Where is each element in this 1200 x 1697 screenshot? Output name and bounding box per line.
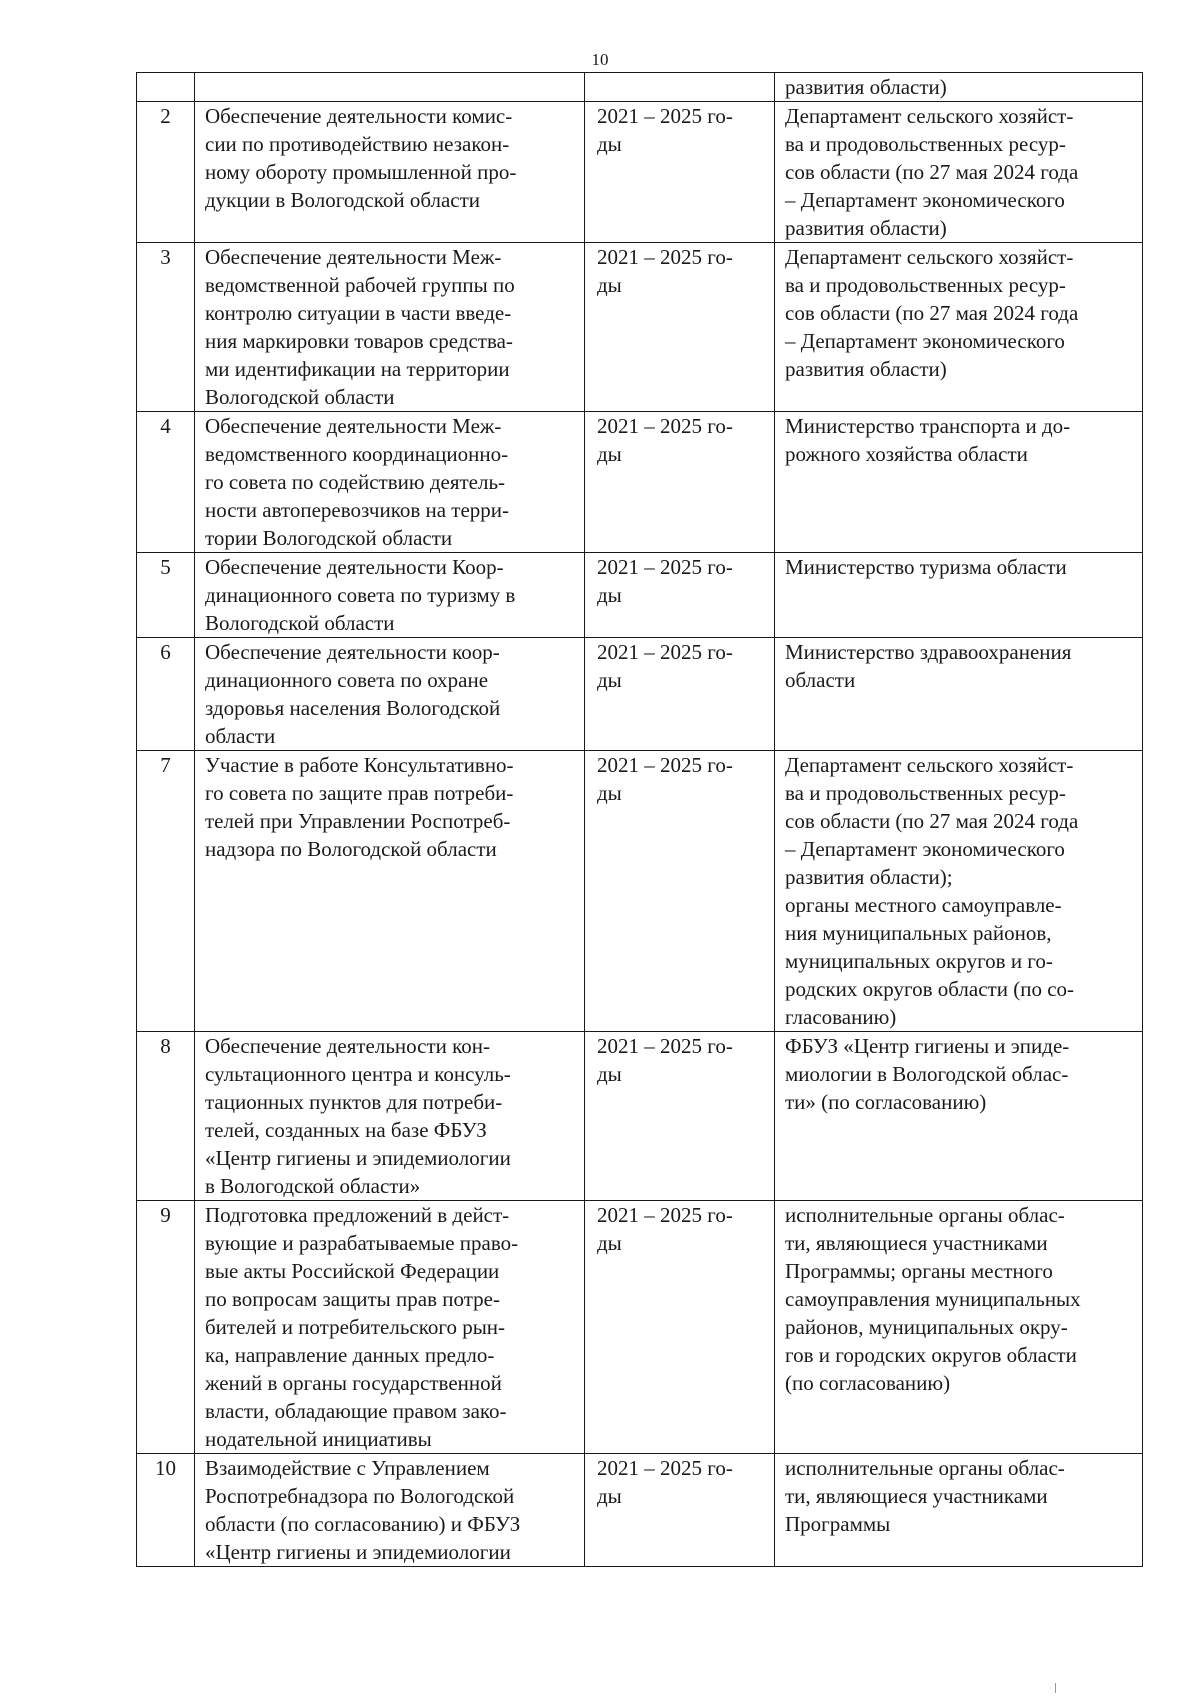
row-number-cell: 9: [137, 1201, 195, 1454]
executor-cell: исполнительные органы облас- ти, являющиеся участниками Программы; органы местного самоуправления муниципальных районов, муниципальных окру- гов и городских округов области (по согласованию): [775, 1201, 1143, 1454]
row-number-cell: 6: [137, 638, 195, 751]
executor-cell: Департамент сельского хозяйст- ва и продовольственных ресур- сов области (по 27 мая 2024 года – Департамент экономического развития области); органы местного самоуправле- ния муниципальных районов, муниципальных округов и го- родских округов области (по со- гласованию): [775, 751, 1143, 1032]
activity-cell: Взаимодействие с Управлением Роспотребнадзора по Вологодской области (по согласованию) и ФБУЗ «Центр гигиены и эпидемиологии: [195, 1454, 585, 1567]
table-row: [137, 412, 1143, 553]
period-cell: 2021 – 2025 го- ды: [585, 1201, 775, 1454]
activity-cell: [195, 73, 585, 102]
activity-cell: Обеспечение деятельности Меж- ведомственного координационно- го совета по содействию деятель- ности автоперевозчиков на терри- тории Вологодской области: [195, 412, 585, 553]
period-cell: 2021 – 2025 го- ды: [585, 412, 775, 553]
executor-cell: развития области): [775, 73, 1143, 102]
executor-cell: Министерство туризма области: [775, 553, 1143, 638]
period-cell: 2021 – 2025 го- ды: [585, 751, 775, 1032]
executor-cell: Министерство здравоохранения области: [775, 638, 1143, 751]
period-cell: 2021 – 2025 го- ды: [585, 102, 775, 243]
table-row: [137, 751, 1143, 1032]
period-cell: 2021 – 2025 го- ды: [585, 638, 775, 751]
scan-artifact: [1055, 1683, 1176, 1693]
table-row: [137, 73, 1143, 102]
table-row: [137, 243, 1143, 412]
executor-cell: Департамент сельского хозяйст- ва и продовольственных ресур- сов области (по 27 мая 2024 года – Департамент экономического развития области): [775, 102, 1143, 243]
activity-cell: Обеспечение деятельности кон- сультационного центра и консуль- тационных пунктов для потреби- телей, созданных на базе ФБУЗ «Центр гигиены и эпидемиологии в Вологодской области»: [195, 1032, 585, 1201]
period-cell: 2021 – 2025 го- ды: [585, 243, 775, 412]
table-row: [137, 1454, 1143, 1567]
activity-cell: Обеспечение деятельности коор- динационного совета по охране здоровья населения Вологодской области: [195, 638, 585, 751]
table-row: [137, 1201, 1143, 1454]
executor-cell: Департамент сельского хозяйст- ва и продовольственных ресур- сов области (по 27 мая 2024 года – Департамент экономического развития области): [775, 243, 1143, 412]
period-cell: 2021 – 2025 го- ды: [585, 553, 775, 638]
row-number-cell: 3: [137, 243, 195, 412]
table-row: [137, 638, 1143, 751]
activity-cell: Подготовка предложений в дейст- вующие и разрабатываемые право- вые акты Российской Федерации по вопросам защиты прав потре- бителей и потребительского рын- ка, направление данных предло- жений в органы государственной власти, обладающие правом зако- нодательной инициативы: [195, 1201, 585, 1454]
row-number-cell: 2: [137, 102, 195, 243]
activity-cell: Обеспечение деятельности Меж- ведомственной рабочей группы по контролю ситуации в части введе- ния маркировки товаров средства- ми идентификации на территории Вологодской области: [195, 243, 585, 412]
activity-cell: Участие в работе Консультативно- го совета по защите прав потреби- телей при Управлении Роспотреб- надзора по Вологодской области: [195, 751, 585, 1032]
table-row: [137, 553, 1143, 638]
period-cell: 2021 – 2025 го- ды: [585, 1032, 775, 1201]
executor-cell: исполнительные органы облас- ти, являющиеся участниками Программы: [775, 1454, 1143, 1567]
period-cell: 2021 – 2025 го- ды: [585, 1454, 775, 1567]
period-cell: [585, 73, 775, 102]
row-number-cell: 10: [137, 1454, 195, 1567]
table-row: [137, 1032, 1143, 1201]
row-number-cell: 8: [137, 1032, 195, 1201]
activity-cell: Обеспечение деятельности Коор- динационного совета по туризму в Вологодской области: [195, 553, 585, 638]
page-number: 10: [591, 50, 609, 69]
row-number-cell: 5: [137, 553, 195, 638]
activity-cell: Обеспечение деятельности комис- сии по противодействию незакон- ному обороту промышленной про- дукции в Вологодской области: [195, 102, 585, 243]
row-number-cell: 4: [137, 412, 195, 553]
activities-table: [136, 72, 1143, 1567]
row-number-cell: [137, 73, 195, 102]
table-row: [137, 102, 1143, 243]
executor-cell: Министерство транспорта и до- рожного хозяйства области: [775, 412, 1143, 553]
executor-cell: ФБУЗ «Центр гигиены и эпиде- миологии в Вологодской облас- ти» (по согласованию): [775, 1032, 1143, 1201]
row-number-cell: 7: [137, 751, 195, 1032]
